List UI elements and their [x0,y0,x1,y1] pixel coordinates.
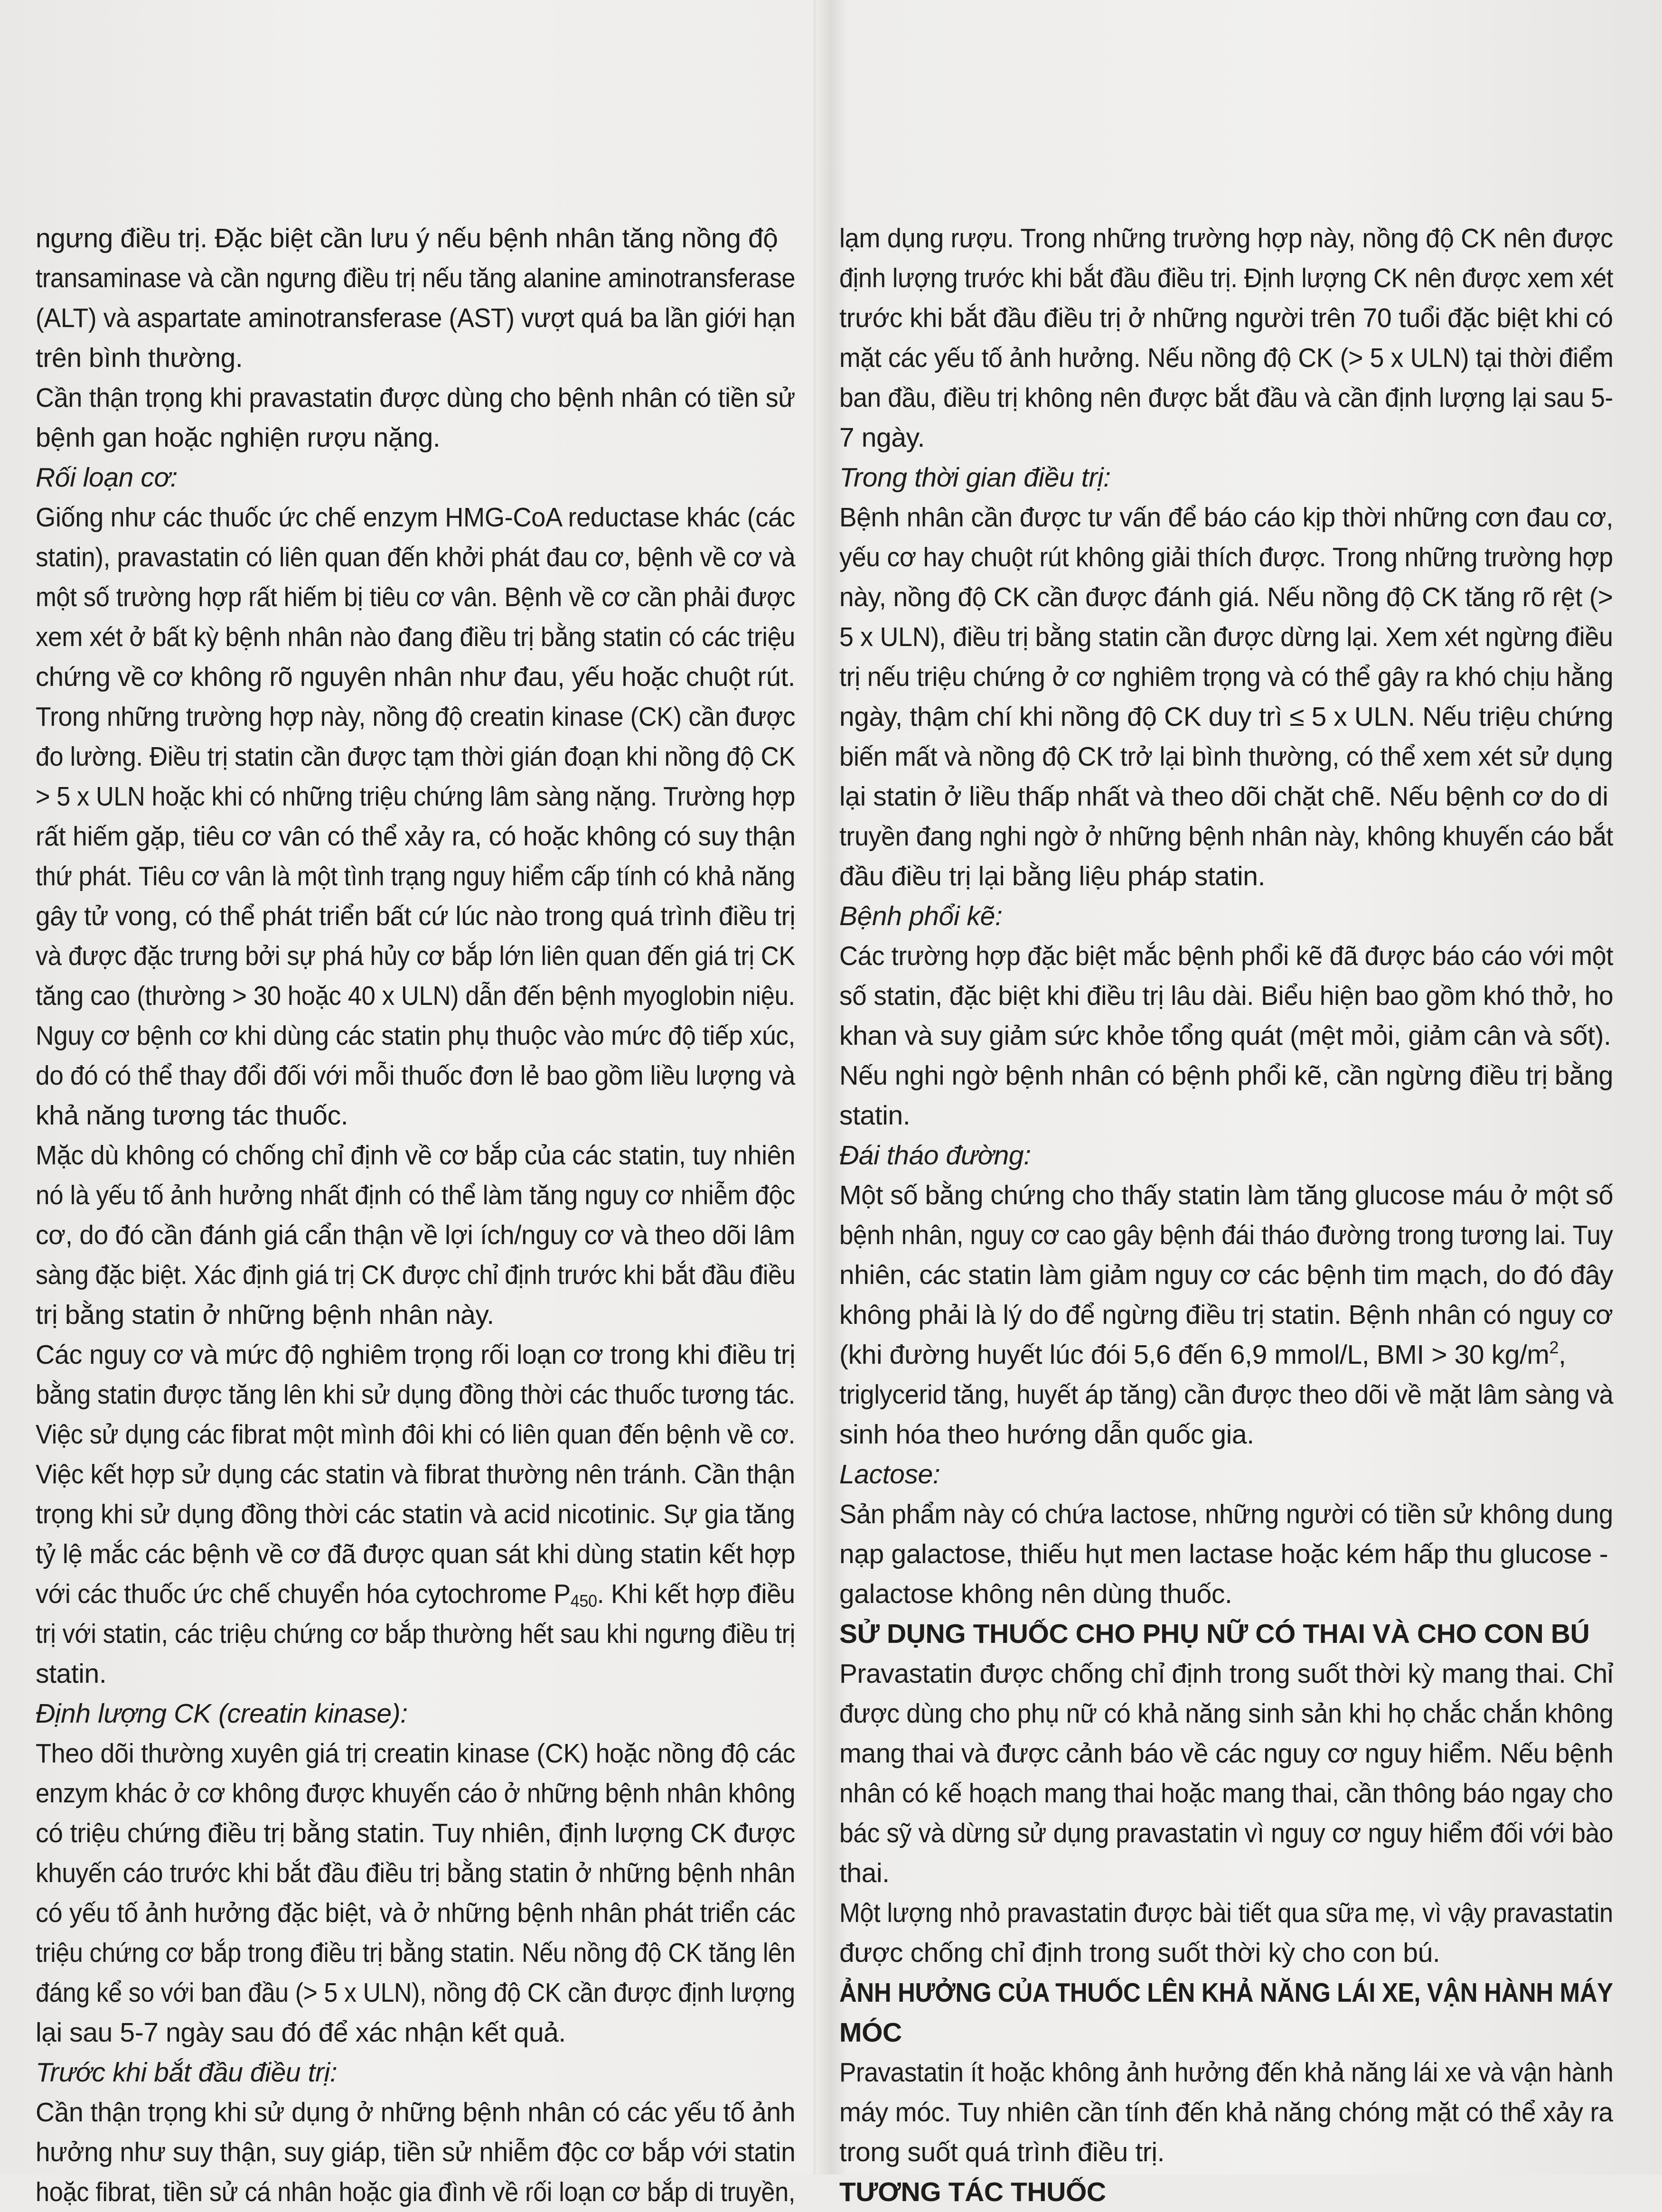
line-text: trước khi bắt đầu điều trị ở những người trên 70 tuổi đặc biệt khi có [839,303,1613,333]
line-text: bệnh gan hoặc nghiện rượu nặng. [36,422,441,453]
line-text: Một lượng nhỏ pravastatin được bài tiết qua sữa mẹ, vì vậy pravastatin [839,1898,1613,1928]
line-text: Cần thận trọng khi sử dụng ở những bệnh nhân có các yếu tố ảnh [36,2097,796,2128]
line-text: chứng về cơ không rõ nguyên nhân như đau, yếu hoặc chuột rút. [36,662,796,692]
text-line [36,896,796,936]
line-text: đáng kể so với ban đầu (> 5 x ULN), nồng độ CK cần được định lượng [36,1978,795,2008]
line-text: Việc sử dụng các fibrat một mình đôi khi có liên quan đến bệnh về cơ. [36,1419,795,1450]
line-text: số statin, đặc biệt khi điều trị lâu dài. Biểu hiện bao gồm khó thở, ho [839,981,1614,1011]
line-text: Mặc dù không có chống chỉ định về cơ bắp của các statin, tuy nhiên [36,1140,796,1171]
text-line [36,1096,795,1135]
line-text: 5 x ULN), điều trị bằng statin cần được dừng lại. Xem xét ngừng điều [839,622,1613,652]
subsection-heading [839,458,1613,497]
text-line [36,1853,795,1893]
line-text: statin. [36,1659,107,1689]
text-line [839,1694,1614,1734]
line-text: Sản phẩm này có chứa lactose, những người có tiền sử không dung [839,1499,1613,1529]
text-line [36,816,796,856]
line-text: máy móc. Tuy nhiên cần tính đến khả năng chóng mặt có thể xảy ra [839,2097,1613,2128]
text-line [839,577,1613,617]
line-text: nạp galactose, thiếu hụt men lactase hoặc kém hấp thu glucose - [839,1539,1608,1569]
line-text: rất hiếm gặp, tiêu cơ vân có thể xảy ra, có hoặc không có suy thận [36,821,796,852]
line-text: bác sỹ và dừng sử dụng pravastatin vì nguy cơ nguy hiểm đối với bào [839,1818,1614,1848]
line-text: Lactose: [839,1459,940,1490]
text-line [839,1375,1614,1415]
text-line [839,497,1614,537]
text-line [36,1614,795,1654]
line-text: Việc kết hợp sử dụng các statin và fibrat thường nên tránh. Cần thận [36,1459,795,1490]
line-text: được dùng cho phụ nữ có khả năng sinh sản khi họ chắc chắn không [839,1698,1614,1729]
line-text: Các nguy cơ và mức độ nghiêm trọng rối loạn cơ trong khi điều trị [36,1340,796,1370]
line-text: thai. [839,1858,890,1888]
text-line [36,1375,796,1415]
text-line [839,777,1613,816]
text-line [839,378,1613,418]
line-text: với các thuốc ức chế chuyển hóa cytochrome P [36,1579,571,1609]
text-line [839,1893,1613,1933]
line-text: trọng khi sử dụng đồng thời các statin và acid nicotinic. Sự gia tăng [36,1499,795,1529]
text-line [36,1494,795,1534]
text-line [839,1175,1614,1215]
text-line [36,976,795,1016]
text-line [839,298,1613,338]
text-line [36,1893,796,1933]
line-text: Nguy cơ bệnh cơ khi dùng các statin phụ thuộc vào mức độ tiếp xúc, [36,1021,796,1051]
text-line [839,1056,1614,1096]
text-line [839,537,1613,577]
text-line [36,298,796,338]
line-text: ban đầu, điều trị không nên được bắt đầu và cần định lượng lại sau 5- [839,383,1613,413]
right-text-column [839,218,1613,2212]
text-line [839,617,1613,657]
text-line [36,856,795,896]
line-text: transaminase và cần ngưng điều trị nếu tăng alanine aminotransferase [36,263,796,293]
text-line [839,1295,1613,1335]
line-text: trong suốt quá trình điều trị. [839,2137,1165,2167]
text-line [839,1016,1613,1056]
text-line [36,577,796,617]
line-text: Định lượng CK (creatin kinase): [36,1698,408,1729]
text-line [839,697,1612,737]
line-text: enzym khác ở cơ không được khuyến cáo ở những bệnh nhân không [36,1778,796,1809]
line-text: Pravastatin được chống chỉ định trong suốt thời kỳ mang thai. Chỉ [839,1659,1614,1689]
text-line [839,418,1613,458]
line-text: nhân có kế hoạch mang thai hoặc mang thai, cần thông báo ngay cho [839,1778,1613,1809]
text-line [839,1773,1613,1813]
line-text: được chống chỉ định trong suốt thời kỳ cho con bú. [839,1938,1440,1968]
subsection-heading [36,1694,795,1734]
line-text: Rối loạn cơ: [36,462,178,493]
line-text: nó là yếu tố ảnh hưởng nhất định có thể làm tăng nguy cơ nhiễm độc [36,1180,795,1210]
text-line [36,537,796,577]
line-text: Một số bằng chứng cho thấy statin làm tăng glucose máu ở một số [839,1180,1614,1210]
line-text: xem xét ở bất kỳ bệnh nhân nào đang điều trị bằng statin có các triệu [36,622,795,652]
text-line [36,1255,796,1295]
text-line [36,1973,795,2013]
text-line [36,1933,796,1973]
text-line [839,1335,1613,1375]
text-line [839,1734,1614,1773]
text-line [839,1853,1613,1893]
text-line [36,936,795,976]
text-line [839,338,1614,378]
text-line [839,737,1613,777]
line-text: định lượng trước khi bắt đầu điều trị. Định lượng CK nên được xem xét [839,263,1614,293]
line-text: khả năng tương tác thuốc. [36,1100,348,1131]
text-line [36,1215,795,1255]
subsection-heading [839,1135,1613,1175]
line-text: statin. [839,1100,911,1131]
text-line [36,1415,795,1454]
line-text-continued: . Khi kết hợp điều [597,1579,795,1609]
text-line [36,258,796,298]
line-text: MÓC [839,2017,902,2048]
page-fold-crease [813,0,817,2175]
line-text: hưởng như suy thận, suy giáp, tiền sử nhiễm độc cơ bắp với statin [36,2137,796,2167]
line-text: Bệnh nhân cần được tư vấn để báo cáo kịp thời những cơn đau cơ, [839,502,1614,533]
text-line [36,378,796,418]
section-heading [839,1614,1613,1654]
line-text: lại statin ở liều thấp nhất và theo dõi chặt chẽ. Nếu bệnh cơ do di [839,781,1608,812]
line-text: ngưng điều trị. Đặc biệt cần lưu ý nếu bệnh nhân tăng nồng độ [36,223,778,253]
text-line [839,856,1613,896]
text-line [36,1813,796,1853]
text-line [36,418,795,458]
text-line [839,1494,1613,1534]
line-text: Trong những trường hợp này, nồng độ creatin kinase (CK) cần được [36,702,796,732]
text-line [36,2132,796,2172]
line-text: trị nếu triệu chứng ở cơ nghiêm trọng và có thể gây ra khó chịu hằng [839,662,1614,692]
text-line [36,1295,795,1335]
line-text: trị với statin, các triệu chứng cơ bắp thường hết sau khi ngưng điều trị [36,1619,795,1649]
line-text: do đó có thể thay đổi đối với mỗi thuốc đơn lẻ bao gồm liều lượng và [36,1060,795,1091]
text-line [36,1773,796,1813]
section-heading [839,2013,1613,2053]
line-text: tỷ lệ mắc các bệnh về cơ đã được quan sát khi dùng statin kết hợp [36,1539,796,1569]
line-text: ẢNH HƯỞNG CỦA THUỐC LÊN KHẢ NĂNG LÁI XE, VẬN HÀNH MÁY [839,1978,1613,2008]
subsection-heading [839,896,1613,936]
line-text: triglycerid tăng, huyết áp tăng) cần được theo dõi về mặt lâm sàng và [839,1379,1614,1410]
line-text: > 5 x ULN hoặc khi có những triệu chứng lâm sàng nặng. Trường hợp [36,781,796,812]
line-text: một số trường hợp rất hiếm bị tiêu cơ vân. Bệnh về cơ cần phải được [36,582,796,612]
text-line [839,1215,1613,1255]
text-line [839,657,1614,697]
line-text: triệu chứng cơ bắp trong điều trị bằng statin. Nếu nồng độ CK tăng lên [36,1938,796,1968]
line-text: mặt các yếu tố ảnh hưởng. Nếu nồng độ CK (> 5 x ULN) tại thời điểm [839,343,1614,373]
text-line [36,218,795,258]
line-text: Pravastatin ít hoặc không ảnh hưởng đến khả năng lái xe và vận hành [839,2057,1614,2088]
line-text: truyền đang nghi ngờ ở những bệnh nhân này, không khuyến cáo bắt [839,821,1613,852]
line-text: bệnh nhân, nguy cơ cao gây bệnh đái tháo đường trong tương lai. Tuy [839,1220,1613,1250]
line-text: trên bình thường. [36,343,243,373]
line-text: lại sau 5-7 ngày sau đó để xác nhận kết quả. [36,2017,566,2048]
line-text: khan và suy giảm sức khỏe tổng quát (mệt mỏi, giảm cân và sốt). [839,1021,1611,1051]
text-line [36,338,795,378]
line-text: Giống như các thuốc ức chế enzym HMG-CoA reductase khác (các [36,502,795,533]
text-line [839,976,1614,1016]
subsection-heading [36,2053,795,2092]
line-text: sàng đặc biệt. Xác định giá trị CK được chỉ định trước khi bắt đầu điều [36,1260,796,1290]
text-line [839,1534,1613,1574]
line-text: Trước khi bắt đầu điều trị: [36,2057,338,2088]
line-text: đo lường. Điều trị statin cần được tạm thời gián đoạn khi nồng độ CK [36,741,796,772]
line-text: không phải là lý do để ngừng điều trị statin. Bệnh nhân có nguy cơ [839,1300,1613,1330]
line-text: cơ, do đó cần đánh giá cẩn thận về lợi ích/nguy cơ và theo dõi lâm [36,1220,795,1250]
line-text: trị bằng statin ở những bệnh nhân này. [36,1300,494,1330]
line-text: đầu điều trị lại bằng liệu pháp statin. [839,861,1266,891]
text-line [839,1654,1612,1694]
section-heading [839,2172,1613,2212]
line-text: 7 ngày. [839,422,925,453]
text-line [36,1454,795,1494]
section-heading [839,1973,1613,2013]
text-line [839,816,1613,856]
line-text: biến mất và nồng độ CK trở lại bình thường, có thể xem xét sử dụng [839,741,1613,772]
text-line [839,2092,1613,2132]
line-text: Cần thận trọng khi pravastatin được dùng cho bệnh nhân có tiền sử [36,383,796,413]
left-text-column [36,218,795,2212]
text-line [839,1255,1613,1295]
text-line [36,657,796,697]
text-line [36,2092,796,2132]
line-text: (ALT) và aspartate aminotransferase (AST) vượt quá ba lần giới hạn [36,303,796,333]
text-line [36,2172,796,2212]
line-text: TƯƠNG TÁC THUỐC [839,2177,1106,2207]
line-text: gây tử vong, có thể phát triển bất cứ lúc nào trong quá trình điều trị [36,901,796,931]
line-text: Trong thời gian điều trị: [839,462,1111,493]
text-line [839,1415,1613,1454]
superscript: 2 [1549,1338,1559,1357]
text-line [839,1574,1613,1614]
line-text-continued: , [1559,1340,1566,1370]
text-line [839,936,1614,976]
text-line [36,1135,796,1175]
line-text: bằng statin được tăng lên khi sử dụng đồng thời các thuốc tương tác. [36,1379,796,1410]
line-text: lạm dụng rượu. Trong những trường hợp này, nồng độ CK nên được [839,223,1613,253]
text-line [36,1175,795,1215]
text-line [36,2013,795,2053]
text-line [36,1335,796,1375]
text-line [839,1096,1613,1135]
line-text: ngày, thậm chí khi nồng độ CK duy trì ≤ 5 x ULN. Nếu triệu chứng [839,702,1614,732]
line-text: có yếu tố ảnh hưởng đặc biệt, và ở những bệnh nhân phát triển các [36,1898,796,1928]
line-text: Đái tháo đường: [839,1140,1031,1171]
line-text: tăng cao (thường > 30 hoặc 40 x ULN) dẫn đến bệnh myoglobin niệu. [36,981,795,1011]
text-line [36,1016,796,1056]
text-line [36,1574,795,1614]
text-line [839,258,1614,298]
text-line [839,2053,1614,2092]
text-line [839,1813,1614,1853]
line-text: khuyến cáo trước khi bắt đầu điều trị bằng statin ở những bệnh nhân [36,1858,795,1888]
line-text: Bệnh phổi kẽ: [839,901,1003,931]
subsection-heading [36,458,795,497]
line-text: yếu cơ hay chuột rút không giải thích được. Trong những trường hợp [839,542,1613,572]
text-line [839,2132,1613,2172]
line-text: Các trường hợp đặc biệt mắc bệnh phổi kẽ đã được báo cáo với một [839,941,1614,971]
line-text: sinh hóa theo hướng dẫn quốc gia. [839,1419,1254,1450]
text-line [839,218,1613,258]
text-line [36,1654,795,1694]
line-text: hoặc fibrat, tiền sử cá nhân hoặc gia đình về rối loạn cơ bắp di truyền, [36,2177,796,2207]
line-text: SỬ DỤNG THUỐC CHO PHỤ NỮ CÓ THAI VÀ CHO CON BÚ [839,1619,1590,1649]
line-text: mang thai và được cảnh báo về các nguy cơ nguy hiểm. Nếu bệnh [839,1738,1614,1769]
line-text: Nếu nghi ngờ bệnh nhân có bệnh phổi kẽ, cần ngừng điều trị bằng [839,1060,1614,1091]
text-line [36,617,795,657]
text-line [36,497,795,537]
line-text: (khi đường huyết lúc đói 5,6 đến 6,9 mmol/L, BMI > 30 kg/m [839,1340,1549,1370]
text-line [36,1056,795,1096]
line-text: statin), pravastatin có liên quan đến khởi phát đau cơ, bệnh về cơ và [36,542,796,572]
text-line [36,737,796,777]
line-text: có triệu chứng điều trị bằng statin. Tuy nhiên, định lượng CK được [36,1818,796,1848]
line-text: này, nồng độ CK cần được đánh giá. Nếu nồng độ CK tăng rõ rệt (> [839,582,1613,612]
text-line [36,697,796,737]
line-text: thứ phát. Tiêu cơ vân là một tình trạng nguy hiểm cấp tính có khả năng [36,861,795,891]
line-text: và được đặc trưng bởi sự phá hủy cơ bắp lớn liên quan đến giá trị CK [36,941,795,971]
line-text: galactose không nên dùng thuốc. [839,1579,1232,1609]
subsection-heading [839,1454,1613,1494]
text-line [839,1933,1613,1973]
line-text: Theo dõi thường xuyên giá trị creatin kinase (CK) hoặc nồng độ các [36,1738,796,1769]
text-line [36,1734,796,1773]
text-line [36,777,796,816]
text-line [36,1534,796,1574]
subscript: 450 [570,1591,597,1611]
line-text: nhiên, các statin làm giảm nguy cơ các bệnh tim mạch, do đó đây [839,1260,1614,1290]
